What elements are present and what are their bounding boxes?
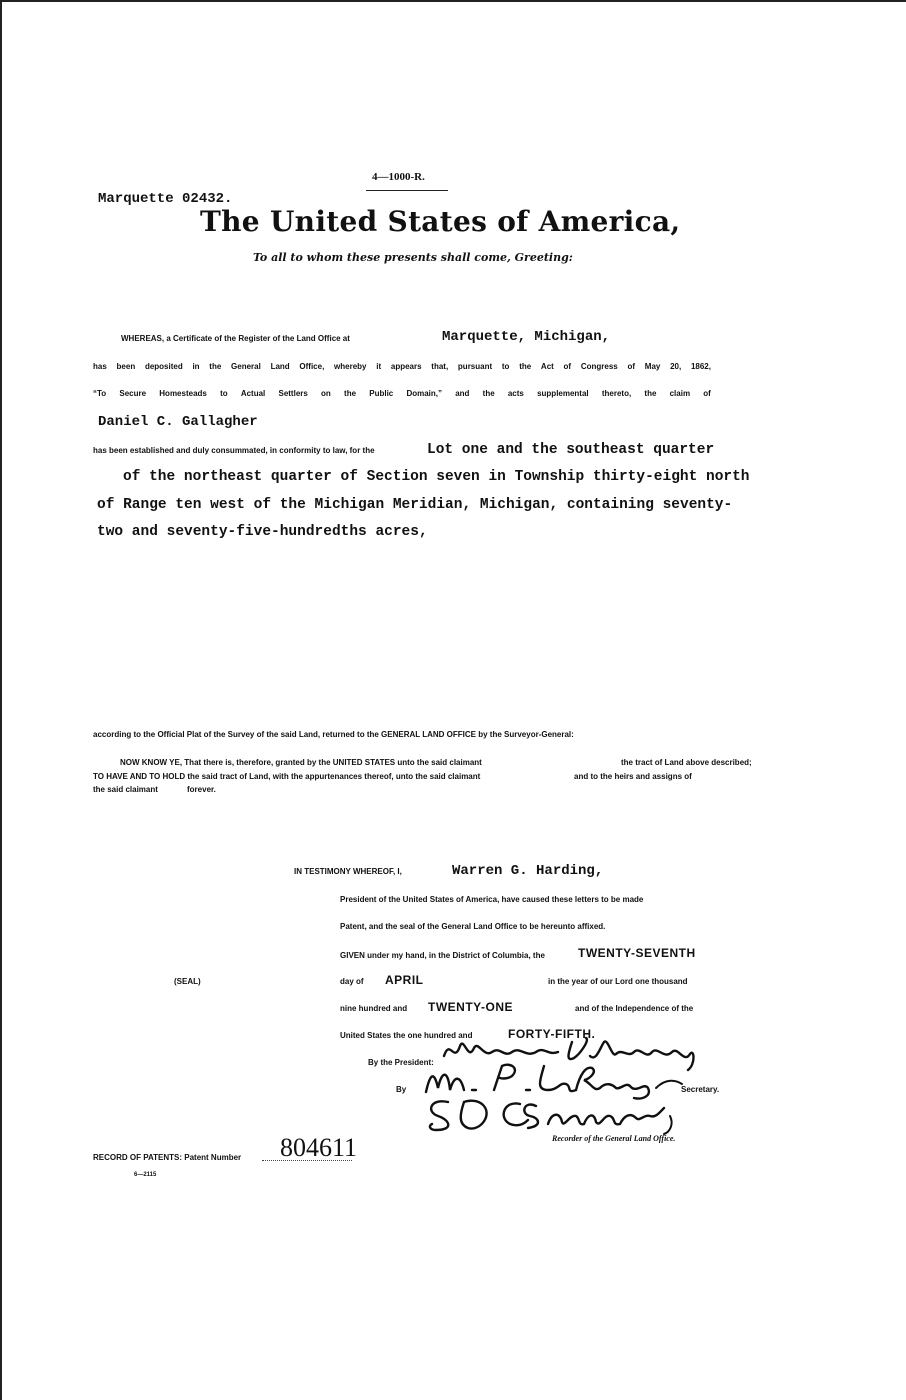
word: “To — [93, 389, 107, 398]
word: Land — [270, 362, 290, 371]
word: Congress — [580, 362, 618, 371]
said-claimant: the said claimant — [93, 785, 158, 794]
form-number: 4—1000-R. — [372, 171, 425, 183]
president-line: President of the United States of America, have caused these letters to be made — [340, 895, 644, 904]
word: has — [93, 362, 107, 371]
word: the — [344, 389, 357, 398]
word: to — [501, 362, 510, 371]
word: Homesteads — [159, 389, 207, 398]
forever: forever. — [187, 785, 216, 794]
independence-year: FORTY-FIFTH. — [508, 1027, 596, 1041]
word: supplemental — [537, 389, 589, 398]
word: whereby — [334, 362, 367, 371]
word: Settlers — [278, 389, 308, 398]
word: Actual — [240, 389, 266, 398]
day-of-label: day of — [340, 977, 364, 986]
claimant-name: Daniel C. Gallagher — [98, 414, 258, 430]
patent-seal-line: Patent, and the seal of the General Land Office to be hereunto affixed. — [340, 922, 606, 931]
word: General — [231, 362, 261, 371]
page-border-left — [0, 0, 2, 1400]
land-office-location: Marquette, Michigan, — [442, 329, 611, 345]
word: of — [563, 362, 572, 371]
date-year: TWENTY-ONE — [428, 1000, 513, 1014]
official-plat-line: according to the Official Plat of the Survey of the said Land, returned to the GENERAL LAND OFFICE by the Surveyor-General: — [93, 730, 574, 739]
by-label: By — [396, 1085, 407, 1094]
seal-label: (SEAL) — [174, 977, 201, 986]
word: 1862, — [690, 362, 711, 371]
word: to — [220, 389, 228, 398]
word: that, — [431, 362, 449, 371]
land-description-line: of Range ten west of the Michigan Meridian, Michigan, containing seventy- — [97, 497, 733, 513]
date-month: APRIL — [385, 973, 424, 987]
land-description-line: Lot one and the southeast quarter — [427, 442, 715, 458]
nine-hundred-label: nine hundred and — [340, 1004, 408, 1013]
word: acts — [507, 389, 524, 398]
word: been — [116, 362, 136, 371]
footer-form-code: 6—2115 — [134, 1172, 157, 1178]
land-description-line: two and seventy-five-hundredths acres, — [97, 524, 428, 540]
to-have-end: and to the heirs and assigns of — [574, 772, 692, 781]
word: 20, — [670, 362, 682, 371]
word: Act — [540, 362, 554, 371]
word: and — [455, 389, 470, 398]
form-number-rule — [366, 190, 448, 191]
word: claim — [669, 389, 691, 398]
now-know-ye-end: the tract of Land above described; — [621, 758, 752, 767]
page-border-top — [0, 0, 906, 2]
word: in — [192, 362, 200, 371]
word: deposited — [144, 362, 183, 371]
independence-line: and of the Independence of the — [575, 1004, 694, 1013]
recorder-title: Recorder of the General Land Office. — [552, 1134, 676, 1143]
word: pursuant — [457, 362, 493, 371]
word: Office, — [299, 362, 325, 371]
word: Public — [369, 389, 394, 398]
word: Secure — [119, 389, 147, 398]
word: appears — [390, 362, 422, 371]
now-know-ye-line: NOW KNOW YE, That there is, therefore, granted by the UNITED STATES unto the said claimant — [120, 758, 482, 767]
recorder-signature — [424, 1094, 686, 1136]
given-line: GIVEN under my hand, in the District of Columbia, the — [340, 951, 545, 960]
whereas-intro: WHEREAS, a Certificate of the Register of the Land Office at — [121, 334, 350, 343]
record-of-patents-label: RECORD OF PATENTS: Patent Number — [93, 1153, 242, 1162]
word: the — [482, 389, 495, 398]
word: on — [321, 389, 331, 398]
act-line — [93, 389, 711, 398]
greeting: To all to whom these presents shall come, Greeting: — [253, 251, 573, 264]
serial-number: Marquette 02432. — [98, 191, 233, 207]
deposit-line — [93, 362, 711, 371]
document-title: The United States of America, — [200, 205, 681, 238]
word: it — [376, 362, 382, 371]
land-description-line: of the northeast quarter of Section seven in Township thirty-eight north — [123, 469, 750, 485]
word: the — [644, 389, 657, 398]
testimony-line: IN TESTIMONY WHEREOF, I, — [294, 867, 402, 876]
year-of-lord-line: in the year of our Lord one thousand — [548, 977, 688, 986]
secretary-label: Secretary. — [681, 1085, 720, 1094]
word: the — [209, 362, 222, 371]
date-day: TWENTY-SEVENTH — [578, 946, 696, 960]
word: thereto, — [601, 389, 632, 398]
word: Domain,” — [406, 389, 443, 398]
word: of — [627, 362, 636, 371]
established-line: has been established and duly consummated, in conformity to law, for the — [93, 446, 375, 455]
patent-number: 804611 — [280, 1133, 358, 1162]
by-the-president-label: By the President: — [368, 1058, 434, 1067]
word: May — [644, 362, 661, 371]
us-hundred-line: United States the one hundred and — [340, 1031, 473, 1040]
to-have-line: TO HAVE AND TO HOLD the said tract of Land, with the appurtenances thereof, unto the said claimant — [93, 772, 481, 781]
president-name: Warren G. Harding, — [452, 863, 604, 879]
word: the — [519, 362, 532, 371]
word: of — [703, 389, 711, 398]
